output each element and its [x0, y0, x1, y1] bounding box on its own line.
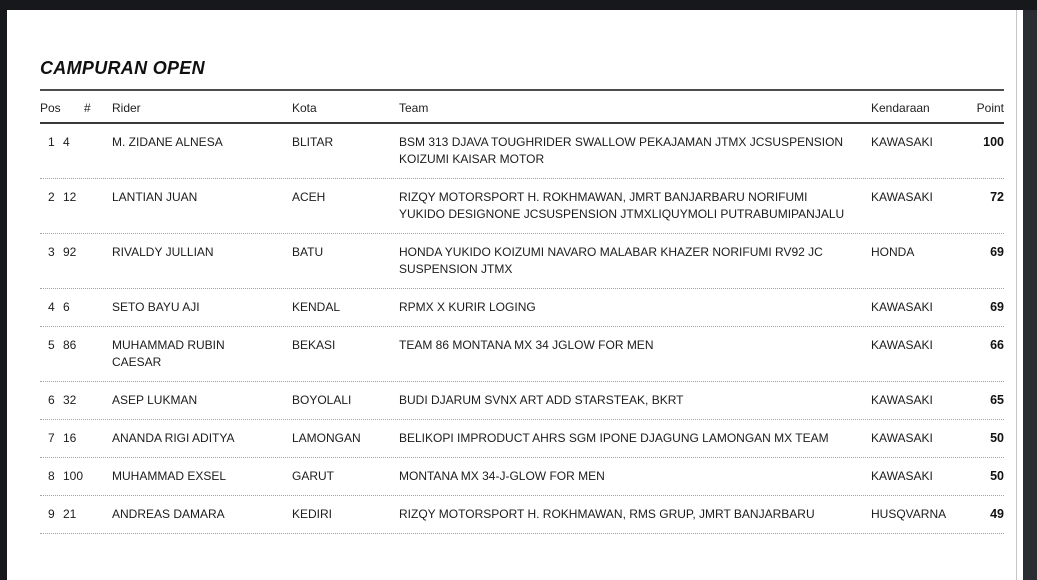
viewer-left-edge [0, 10, 7, 580]
table-row [40, 124, 1004, 179]
cell-point: 69 [990, 245, 1004, 259]
cell-point: 100 [983, 135, 1004, 149]
cell-point: 50 [990, 469, 1004, 483]
cell-point: 50 [990, 431, 1004, 445]
cell-rider-name: MUHAMMAD RUBIN CAESAR [112, 338, 225, 369]
cell-team: BUDI DJARUM SVNX ART ADD STARSTEAK, BKRT [399, 393, 684, 407]
cell-point: 65 [990, 393, 1004, 407]
cell-team: RIZQY MOTORSPORT H. ROKHMAWAN, JMRT BANJARBARU NORIFUMI YUKIDO DESIGNONE JCSUSPENSION JTMXLIQUYMOLI PUTRABUMIPANJALU [399, 190, 845, 221]
cell-rider-name: SETO BAYU AJI [112, 300, 200, 314]
cell-kendaraan: KAWASAKI [871, 469, 933, 483]
cell-rider-name: RIVALDY JULLIAN [112, 245, 214, 259]
header-cell-kota: Kota [292, 101, 317, 115]
table-row [40, 420, 1004, 458]
page-right-border [1016, 10, 1017, 580]
cell-rider-name: M. ZIDANE ALNESA [112, 135, 223, 149]
cell-kota: LAMONGAN [292, 431, 361, 445]
header-cell-team: Team [399, 101, 429, 115]
cell-kendaraan: KAWASAKI [871, 135, 933, 149]
cell-kota: BATU [292, 245, 324, 259]
cell-pos: 8 [48, 469, 55, 483]
cell-kendaraan: HONDA [871, 245, 915, 259]
cell-pos: 7 [48, 431, 55, 445]
cell-pos: 3 [48, 245, 55, 259]
cell-kendaraan: KAWASAKI [871, 338, 933, 352]
header-cell-point: Point [976, 101, 1004, 115]
cell-pos: 1 [48, 135, 55, 149]
cell-bike-number: 12 [63, 190, 77, 204]
cell-kota: BOYOLALI [292, 393, 352, 407]
cell-rider-name: LANTIAN JUAN [112, 190, 198, 204]
cell-pos: 4 [48, 300, 55, 314]
cell-kendaraan: KAWASAKI [871, 431, 933, 445]
header-cell-rider: Rider [112, 101, 141, 115]
cell-point: 49 [990, 507, 1004, 521]
cell-team: RIZQY MOTORSPORT H. ROKHMAWAN, RMS GRUP, JMRT BANJARBARU [399, 507, 815, 521]
cell-team: BELIKOPI IMPRODUCT AHRS SGM IPONE DJAGUNG LAMONGAN MX TEAM [399, 431, 829, 445]
cell-kota: KEDIRI [292, 507, 333, 521]
cell-bike-number: 92 [63, 245, 77, 259]
table-row [40, 382, 1004, 420]
cell-rider-name: ANANDA RIGI ADITYA [112, 431, 235, 445]
cell-team: RPMX X KURIR LOGING [399, 300, 536, 314]
cell-point: 69 [990, 300, 1004, 314]
viewer-scrollbar-track[interactable] [1023, 10, 1037, 580]
cell-kendaraan: KAWASAKI [871, 393, 933, 407]
page-title: CAMPURAN OPEN [40, 58, 205, 78]
cell-kota: ACEH [292, 190, 326, 204]
cell-team: HONDA YUKIDO KOIZUMI NAVARO MALABAR KHAZER NORIFUMI RV92 JC SUSPENSION JTMX [399, 245, 823, 276]
viewer-top-bar [0, 0, 1037, 10]
cell-kendaraan: KAWASAKI [871, 300, 933, 314]
header-cell-kendaraan: Kendaraan [871, 101, 930, 115]
cell-kota: BLITAR [292, 135, 334, 149]
cell-team: TEAM 86 MONTANA MX 34 JGLOW FOR MEN [399, 338, 654, 352]
cell-kendaraan: HUSQVARNA [871, 507, 947, 521]
cell-rider-name: ANDREAS DAMARA [112, 507, 225, 521]
cell-kota: KENDAL [292, 300, 341, 314]
cell-bike-number: 86 [63, 338, 77, 352]
cell-rider-name: ASEP LUKMAN [112, 393, 198, 407]
cell-pos: 2 [48, 190, 55, 204]
table-row [40, 496, 1004, 534]
header-cell-pos: Pos [40, 101, 61, 115]
cell-kota: GARUT [292, 469, 334, 483]
cell-kota: BEKASI [292, 338, 336, 352]
cell-bike-number: 100 [63, 469, 84, 483]
cell-rider-name: MUHAMMAD EXSEL [112, 469, 227, 483]
table-row [40, 234, 1004, 289]
cell-pos: 6 [48, 393, 55, 407]
cell-team: MONTANA MX 34-J-GLOW FOR MEN [399, 469, 605, 483]
cell-bike-number: 32 [63, 393, 77, 407]
cell-bike-number: 4 [63, 135, 70, 149]
document-page [40, 10, 1004, 534]
cell-kendaraan: KAWASAKI [871, 190, 933, 204]
cell-pos: 9 [48, 507, 55, 521]
cell-team: BSM 313 DJAVA TOUGHRIDER SWALLOW PEKAJAMAN JTMX JCSUSPENSION KOIZUMI KAISAR MOTOR [399, 135, 844, 166]
cell-pos: 5 [48, 338, 55, 352]
table-row [40, 179, 1004, 234]
cell-bike-number: 6 [63, 300, 70, 314]
header-cell-number: # [84, 101, 91, 115]
table-body [40, 124, 1004, 534]
table-header [40, 91, 1004, 124]
table-row [40, 327, 1004, 382]
cell-point: 72 [990, 190, 1004, 204]
cell-bike-number: 21 [63, 507, 77, 521]
table-row [40, 458, 1004, 496]
table-row [40, 289, 1004, 327]
cell-bike-number: 16 [63, 431, 77, 445]
cell-point: 66 [990, 338, 1004, 352]
